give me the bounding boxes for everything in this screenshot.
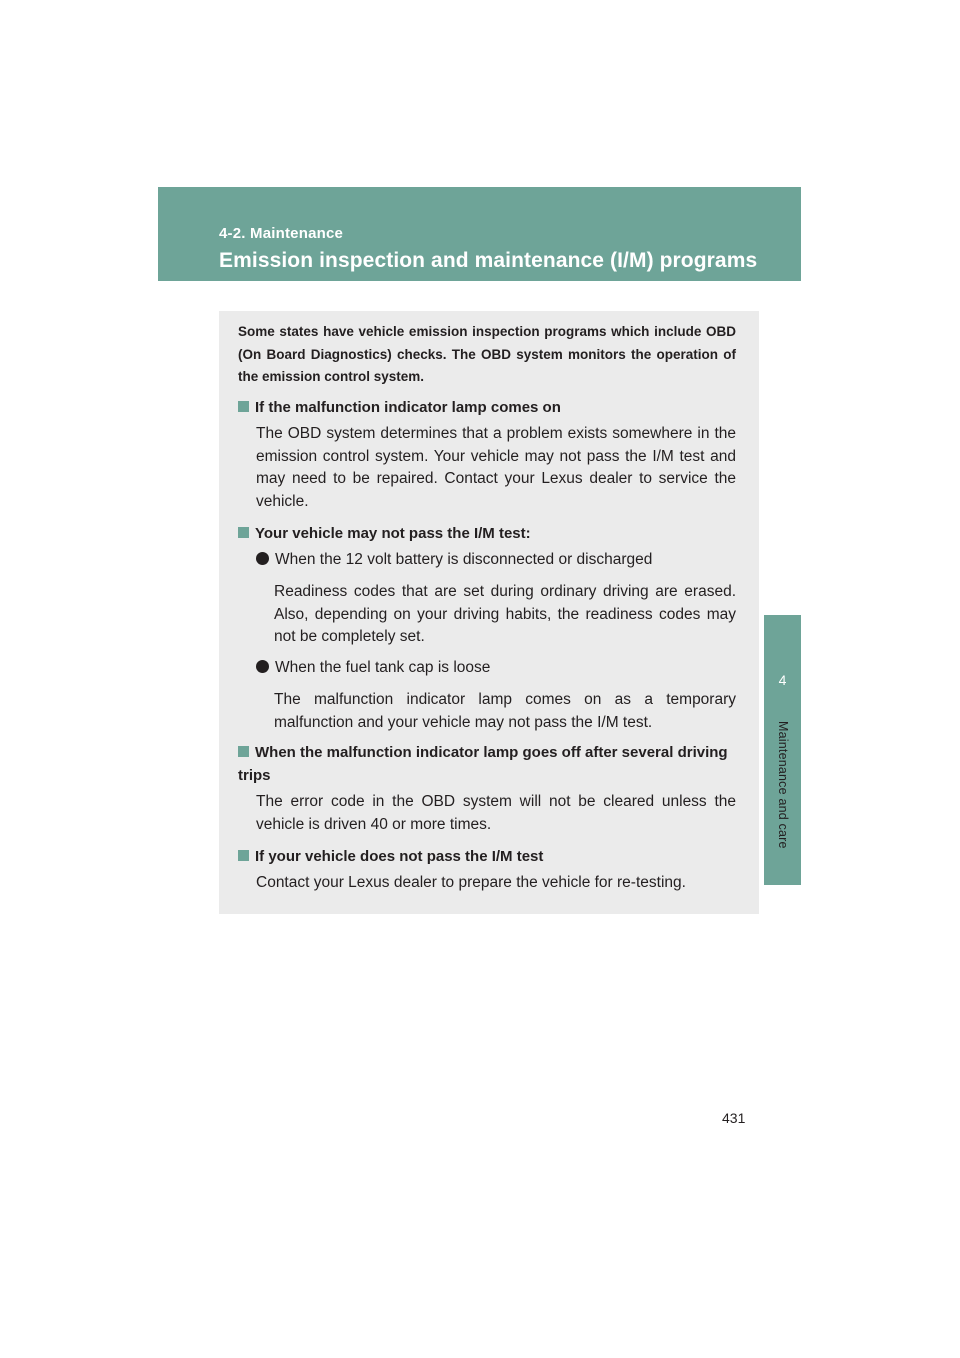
section-heading — [238, 397, 736, 420]
round-bullet-icon — [256, 552, 269, 565]
bullet-text: When the fuel tank cap is loose — [275, 659, 491, 676]
section-heading-text: If the malfunction indicator lamp comes on — [255, 399, 561, 416]
chapter-label: Maintenance and care — [776, 721, 790, 849]
square-bullet-icon — [238, 401, 249, 412]
chapter-tab — [764, 615, 801, 885]
bullet-item — [256, 657, 736, 680]
info-box — [219, 311, 759, 914]
square-bullet-icon — [238, 850, 249, 861]
bullet-detail: Readiness codes that are set during ordinary driving are erased. Also, depending on your driving habits, the readiness codes may not be completely set. — [274, 583, 736, 646]
section-heading — [238, 523, 736, 546]
page-title: Emission inspection and maintenance (I/M) programs — [219, 249, 758, 272]
chapter-number: 4 — [778, 672, 787, 688]
section-heading-text: When the malfunction indicator lamp goes off after several driving trips — [238, 744, 728, 784]
section-heading-text: Your vehicle may not pass the I/M test: — [255, 525, 531, 542]
square-bullet-icon — [238, 527, 249, 538]
section-label: 4-2. Maintenance — [219, 225, 344, 242]
bullet-text: When the 12 volt battery is disconnected or discharged — [275, 551, 653, 568]
section-heading — [238, 846, 736, 869]
intro-text: Some states have vehicle emission inspection programs which include OBD (On Board Diagnostics) checks. The OBD system monitors the operation of the emission control system. — [238, 324, 736, 384]
round-bullet-icon — [256, 660, 269, 673]
bullet-detail: The malfunction indicator lamp comes on as a temporary malfunction and your vehicle may not pass the I/M test. — [274, 691, 736, 731]
page-number: 431 — [722, 1110, 746, 1126]
bullet-item — [256, 549, 736, 572]
square-bullet-icon — [238, 746, 249, 757]
section-body: Contact your Lexus dealer to prepare the vehicle for re-testing. — [256, 874, 686, 891]
section-heading — [238, 742, 736, 787]
section-heading-text: If your vehicle does not pass the I/M test — [255, 848, 544, 865]
section-body: The error code in the OBD system will not be cleared unless the vehicle is driven 40 or more times. — [256, 793, 736, 833]
section-body: The OBD system determines that a problem exists somewhere in the emission control system. Your vehicle may not pass the I/M test and may need to be repaired. Contact your Lexus dealer to service the vehicle. — [256, 425, 736, 510]
section-header — [158, 187, 801, 281]
